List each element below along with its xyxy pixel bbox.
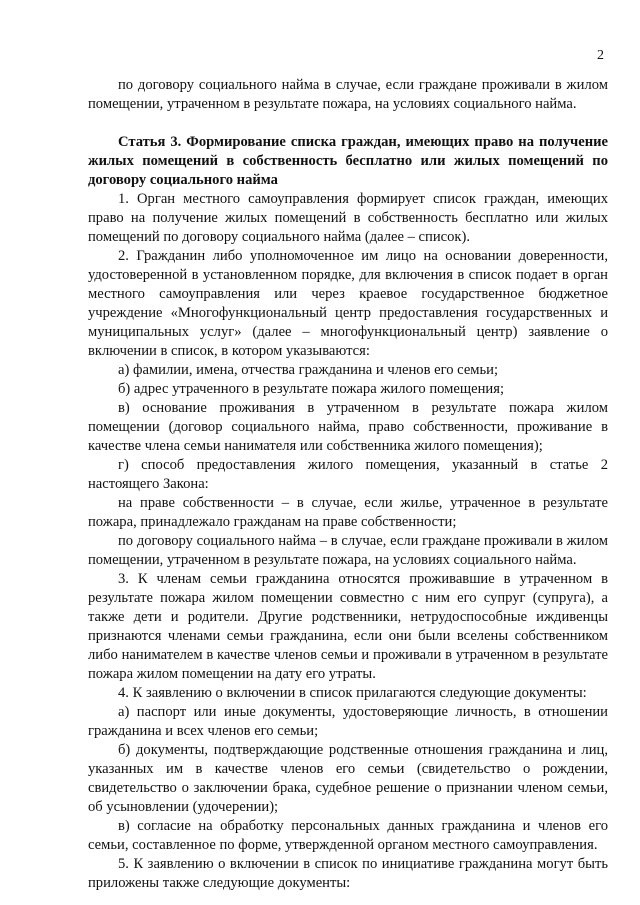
subitem-social-lease: по договору социального найма – в случае, если граждане проживали в жилом помещении, утраченном в результате пожара, на условиях социального найма.: [88, 533, 608, 568]
article-heading: Статья 3. Формирование списка граждан, имеющих право на получение жилых помещений в собственность бесплатно или жилых помещений по договору социального найма: [88, 134, 608, 188]
document-body: [88, 76, 608, 893]
paragraph-4: 4. К заявлению о включении в список прилагаются следующие документы:: [118, 685, 587, 701]
paragraph-1: 1. Орган местного самоуправления формирует список граждан, имеющих право на получение жилых помещений в собственность бесплатно или жилых помещений по договору социального найма (далее – список).: [88, 191, 608, 245]
item-v: в) основание проживания в утраченном в результате пожара жилом помещении (договор социального найма, право собственности, проживание в качестве члена семьи нанимателя или собственника жилого помещения);: [88, 400, 608, 454]
subitem-ownership: на праве собственности – в случае, если жилье, утраченное в результате пожара, принадлежало гражданам на праве собственности;: [88, 495, 608, 530]
page-number: 2: [597, 48, 604, 63]
item-b: б) адрес утраченного в результате пожара жилого помещения;: [118, 381, 504, 397]
item-a: а) фамилии, имена, отчества гражданина и членов его семьи;: [118, 362, 499, 378]
item-4v: в) согласие на обработку персональных данных гражданина и членов его семьи, составленное по форме, утвержденной органом местного самоуправления.: [88, 818, 608, 853]
item-g: г) способ предоставления жилого помещения, указанный в статье 2 настоящего Закона:: [88, 457, 608, 492]
item-4b: б) документы, подтверждающие родственные отношения гражданина и лиц, указанных им в качестве членов его семьи (свидетельство о рождении, свидетельство о заключении брака, судебное решение о признании членом семьи, об усыновлении (удочерении);: [88, 742, 608, 815]
paragraph-5: 5. К заявлению о включении в список по инициативе гражданина могут быть приложены также следующие документы:: [88, 856, 608, 891]
paragraph-3: 3. К членам семьи гражданина относятся проживавшие в утраченном в результате пожара жилом помещении совместно с ним его супруг (супруга), а также дети и родители. Другие родственники, нетрудоспособные иждивенцы признаются членами семьи гражданина, если они были вселены собственником либо нанимателем в качестве членов семьи и проживали в утраченном в результате пожара жилом помещении на дату его утраты.: [88, 571, 608, 682]
paragraph-2: 2. Гражданин либо уполномоченное им лицо на основании доверенности, удостоверенной в установленном порядке, для включения в список подает в орган местного самоуправления или через краевое государственное бюджетное учреждение «Многофункциональный центр предоставления государственных и муниципальных услуг» (далее – многофункциональный центр) заявление о включении в список, в котором указываются:: [88, 248, 608, 359]
item-4a: а) паспорт или иные документы, удостоверяющие личность, в отношении гражданина и всех членов его семьи;: [88, 704, 608, 739]
paragraph-continuation: по договору социального найма в случае, если граждане проживали в жилом помещении, утраченном в результате пожара, на условиях социального найма.: [88, 77, 608, 112]
